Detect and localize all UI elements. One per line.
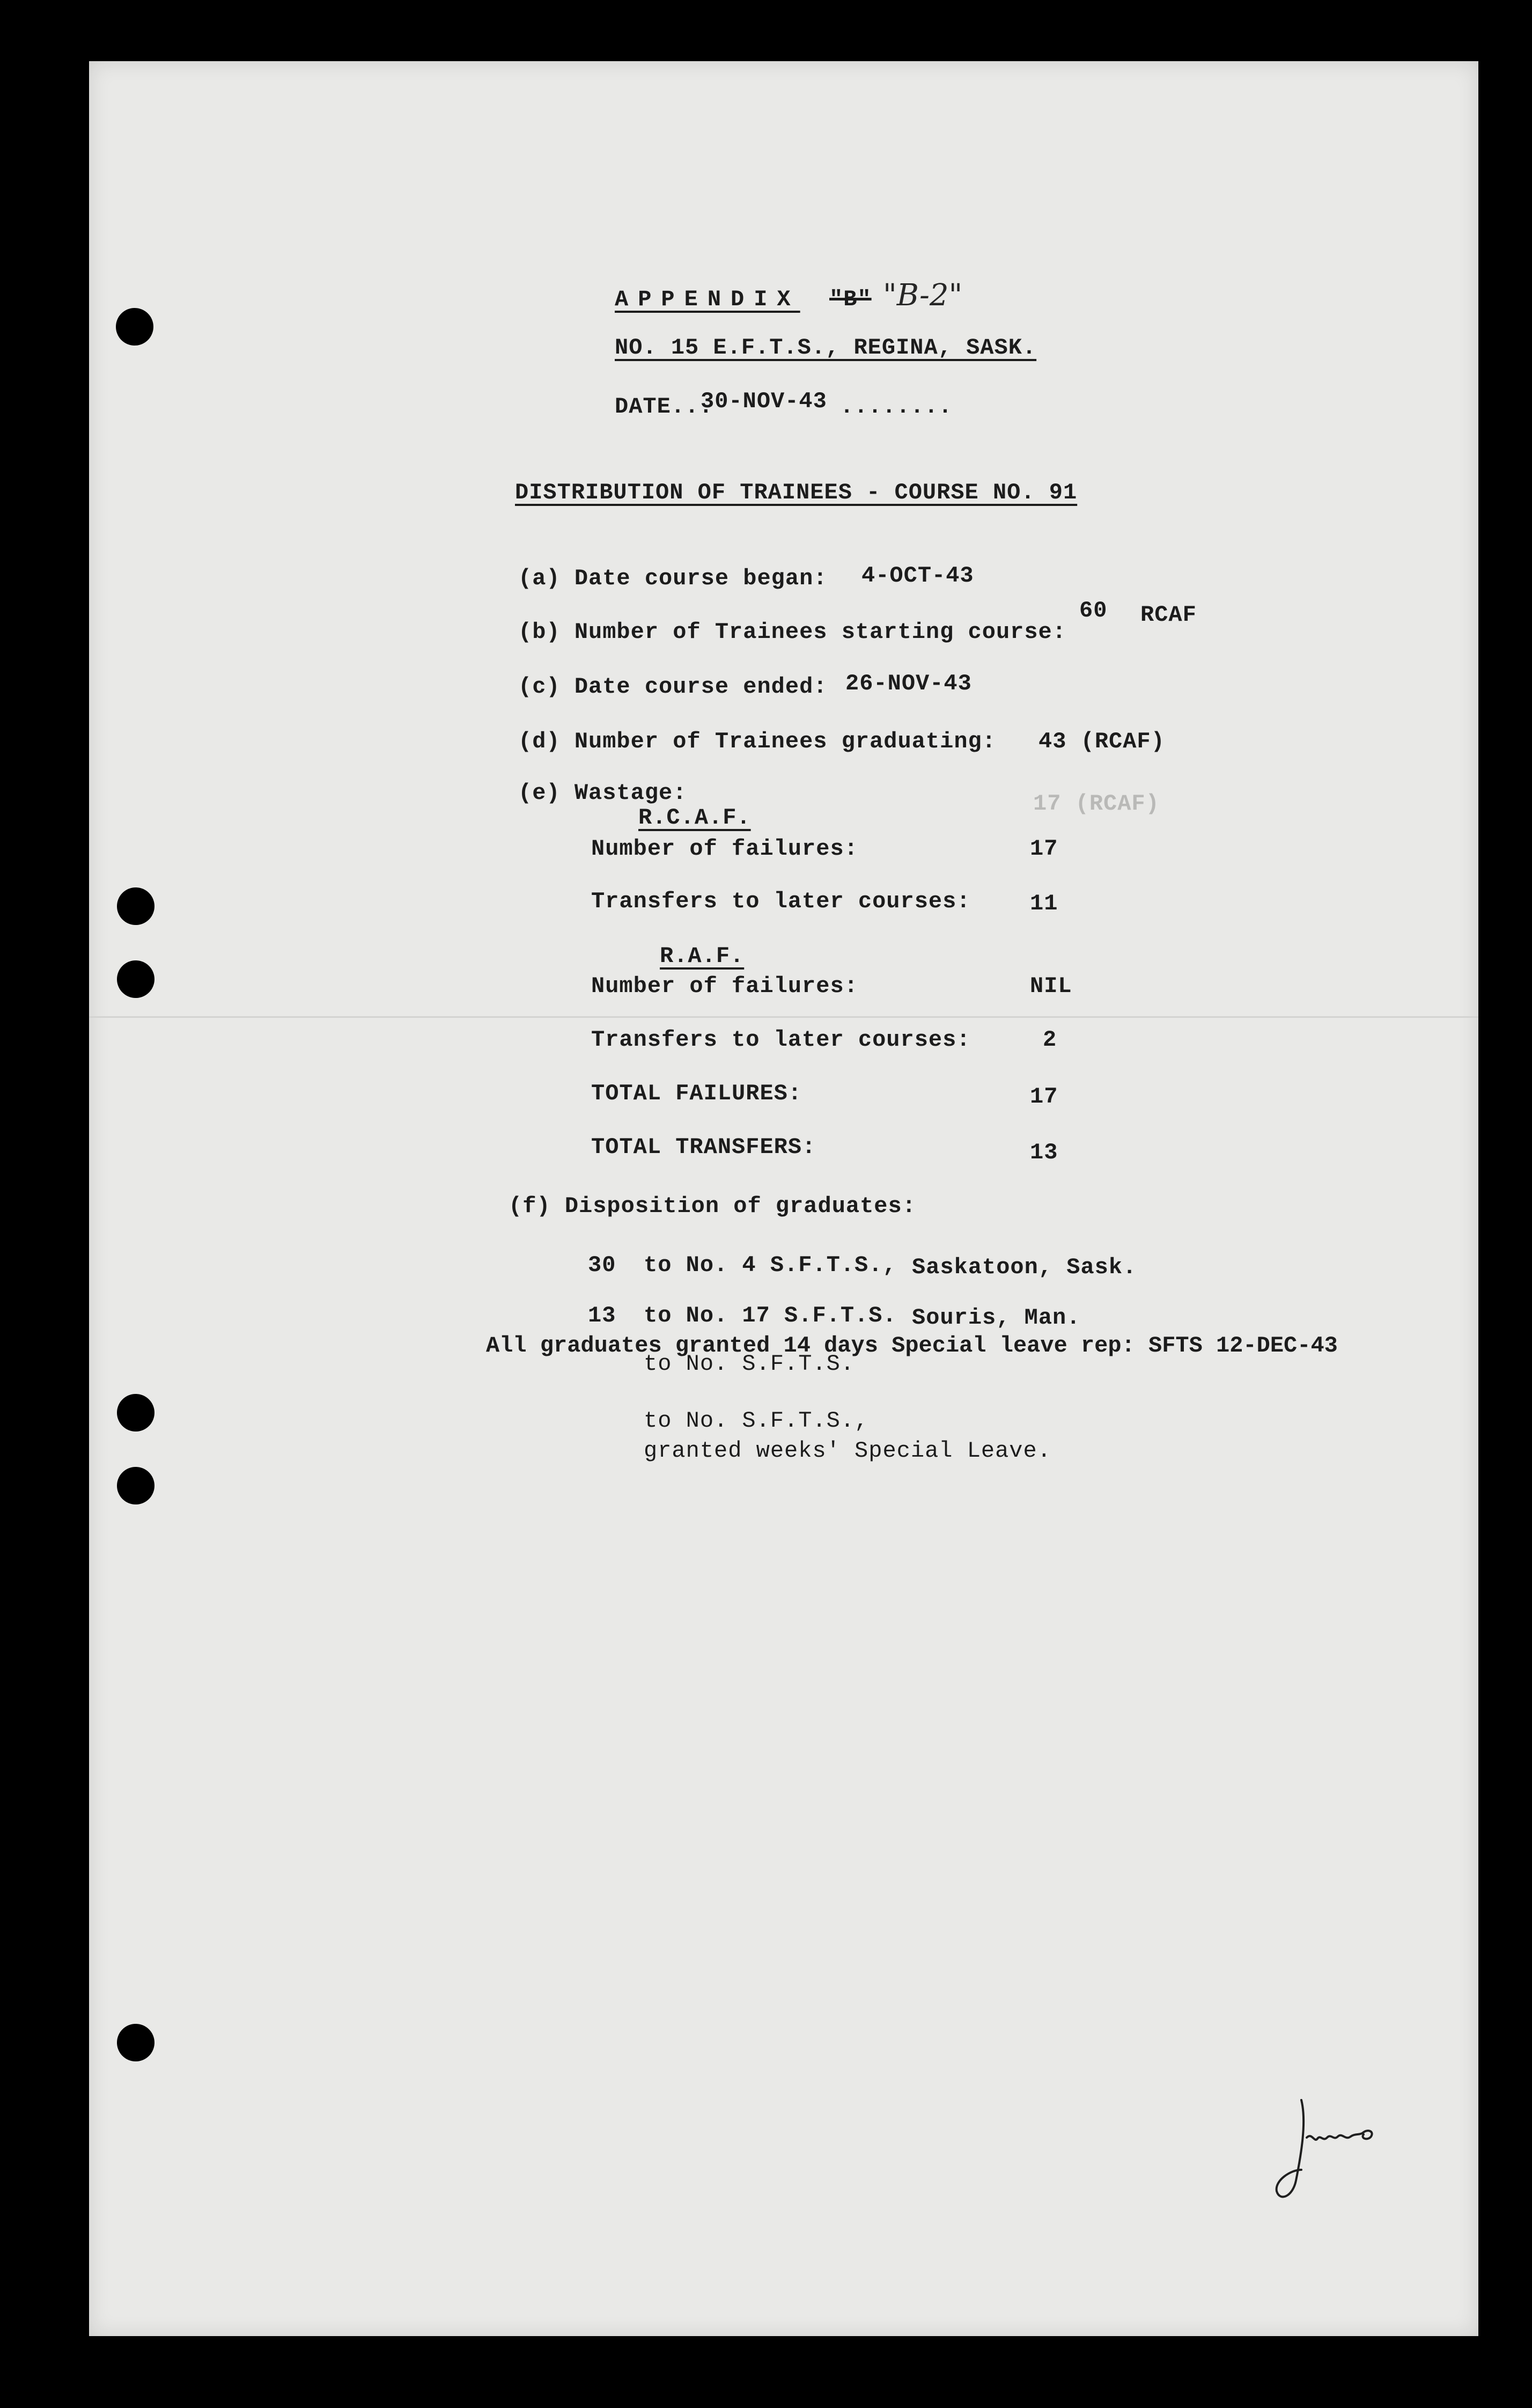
raf-failures-label: Number of failures: <box>591 973 858 999</box>
date-value: 30-NOV-43 <box>701 388 827 414</box>
rcaf-failures-value: 17 <box>1030 836 1058 862</box>
appendix-handwritten-letter: "B-2" <box>883 278 963 313</box>
rcaf-failures-label: Number of failures: <box>591 836 858 862</box>
item-e-ghost-text: 17 (RCAF) <box>1033 791 1160 817</box>
disposition-blank-line2: to No. S.F.T.S., <box>644 1408 869 1434</box>
disposition-line2-place: Souris, Man. <box>912 1305 1081 1331</box>
item-a-value: 4-OCT-43 <box>861 563 974 589</box>
punch-hole <box>117 2024 154 2061</box>
item-c-value: 26-NOV-43 <box>845 671 972 696</box>
disposition-line1-text: to No. 4 S.F.T.S., <box>644 1252 897 1278</box>
unit-name: NO. 15 E.F.T.S., REGINA, SASK. <box>615 335 1037 361</box>
disposition-blank-line1: to No. S.F.T.S. <box>644 1351 855 1377</box>
item-c-label: (c) Date course ended: <box>518 674 828 700</box>
rcaf-transfers-value: 11 <box>1030 891 1058 916</box>
raf-heading: R.A.F. <box>660 943 745 969</box>
item-b-value: 60 <box>1079 598 1108 623</box>
raf-failures-value: NIL <box>1030 973 1072 999</box>
rcaf-heading: R.C.A.F. <box>638 805 751 831</box>
date-dots: ........ <box>840 394 953 420</box>
date-label: DATE... <box>615 394 713 420</box>
item-a-label: (a) Date course began: <box>518 566 828 591</box>
punch-hole <box>116 308 153 346</box>
disposition-line1-count: 30 <box>588 1252 616 1278</box>
item-b-label: (b) Number of Trainees starting course: <box>518 619 1066 645</box>
punch-hole <box>117 960 154 998</box>
disposition-line1-place: Saskatoon, Sask. <box>912 1254 1137 1280</box>
rcaf-transfers-label: Transfers to later courses: <box>591 889 971 914</box>
punch-hole <box>117 1394 154 1431</box>
total-failures-value: 17 <box>1030 1084 1058 1110</box>
disposition-line2-text: to No. 17 S.F.T.S. <box>644 1303 897 1328</box>
total-transfers-value: 13 <box>1030 1140 1058 1165</box>
graduates-leave-note: All graduates granted 14 days Special leave rep: SFTS 12-DEC-43 <box>486 1333 1338 1359</box>
signature <box>1269 2089 1398 2218</box>
punch-hole <box>117 887 154 925</box>
raf-transfers-label: Transfers to later courses: <box>591 1027 971 1053</box>
item-b-force: RCAF <box>1140 602 1197 628</box>
total-failures-label: TOTAL FAILURES: <box>591 1081 802 1106</box>
disposition-blank-line3: granted weeks' Special Leave. <box>644 1438 1051 1464</box>
disposition-line2-count: 13 <box>588 1303 616 1328</box>
item-e-label: (e) Wastage: <box>518 780 687 806</box>
document-page <box>89 61 1478 2336</box>
disposition-label: (f) Disposition of graduates: <box>509 1193 916 1219</box>
raf-transfers-value: 2 <box>1043 1027 1057 1053</box>
total-transfers-label: TOTAL TRANSFERS: <box>591 1134 816 1160</box>
appendix-struck-letter: "B" <box>829 287 872 312</box>
item-d-label: (d) Number of Trainees graduating: <box>518 729 996 754</box>
item-d-value: 43 (RCAF) <box>1038 729 1165 754</box>
page-title: DISTRIBUTION OF TRAINEES - COURSE NO. 91 <box>515 480 1078 505</box>
appendix-word: APPENDIX <box>615 287 800 312</box>
paper-crease <box>89 1016 1478 1018</box>
punch-hole <box>117 1467 154 1504</box>
